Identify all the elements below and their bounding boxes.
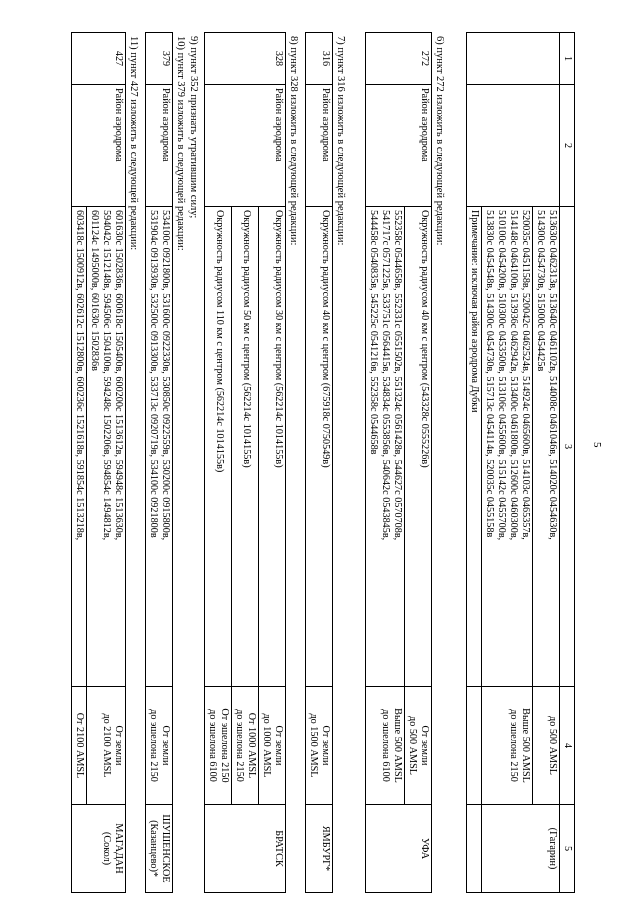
row-name: Район аэродрома	[306, 85, 333, 207]
altitude-cell: От эшелона 2150 до эшелона 6100	[205, 687, 232, 805]
section-heading: 10) пункт 379 изложить в следующей редакции:	[175, 36, 186, 251]
coord-line: 514300с 0454730в, 515000с 0454425в	[535, 210, 546, 372]
circle-cell: Окружность радиусом 40 км с центром (675918с 0750549в)	[306, 207, 333, 687]
table-316	[305, 32, 333, 893]
coords-cell	[146, 207, 173, 687]
table-row	[533, 33, 560, 893]
header-col4: 4	[560, 687, 575, 805]
header-col1: 1	[560, 33, 575, 85]
altitude-cell: От земли до 2100 AMSL	[87, 687, 126, 805]
airport-cell: ШУШЕНСКОЕ (Казанцево)*	[146, 805, 173, 893]
coord-line: 601124с 1495000в, 601630с 1502836в	[89, 210, 100, 371]
airport-cell: УФА	[366, 805, 432, 893]
airport-cell: МАГАДАН (Сокол)	[72, 805, 126, 893]
altitude-cell: От земли до 1000 AMSL	[259, 687, 286, 805]
table-272	[365, 32, 432, 893]
page-number: 5	[591, 442, 603, 448]
airport-cell: ЯМБУРГ*	[306, 805, 333, 893]
row-number: 379	[146, 33, 173, 85]
row-name: Район аэродрома	[146, 85, 173, 207]
section-heading: 8) пункт 328 изложить в следующей редакции:	[288, 36, 299, 246]
rotated-content	[15, 32, 603, 892]
coord-line: 520035с 0451158в, 520042с 0462524в, 514924с 0465600в, 514103с 0465357в,	[520, 210, 531, 540]
altitude-cell: От 1000 AMSL до эшелона 2150	[232, 687, 259, 805]
row-number: 272	[366, 33, 432, 85]
section-heading: 9) пункт 352 признать утратившим силу;	[188, 36, 199, 219]
header-col5: 5	[560, 805, 575, 893]
coord-line: 541717с 0571225в, 533751с 0564415в, 534834с 0553856в, 540642с 0543845в,	[380, 210, 391, 541]
altitude-cell: Выше 500 AMSL до эшелона 2150	[482, 687, 533, 805]
coord-line: 514148с 0464100в, 513936с 0462942в, 513400с 0461800в, 512600с 0460300в,	[508, 210, 519, 541]
altitude-cell: От земли до эшелона 2150	[146, 687, 173, 805]
row-name: Район аэродрома	[366, 85, 432, 207]
coord-line: 534100с 0921800в, 531600с 0922330в, 530850с 0922559в, 530200с 0915800в,	[160, 210, 171, 541]
altitude-cell: до 500 AMSL	[533, 687, 560, 805]
coords-cell: 603418с 1500912в, 602612с 1512800в, 600236с 1521618в, 591854с 1513218в,	[72, 207, 87, 687]
header-col3: 3	[560, 207, 575, 687]
header-row	[560, 33, 575, 893]
top-table	[466, 32, 575, 893]
row-number: 328	[205, 33, 286, 85]
coord-line: 531904с 0913930в, 532500с 0913300в, 533713с 0920719в, 534100с 0921800в	[148, 210, 159, 538]
circle-cell: Окружность радиусом 110 км с центром (562214с 1014155в)	[205, 207, 232, 687]
table-row	[87, 33, 126, 893]
coords-cell	[87, 207, 126, 687]
row-name: Район аэродрома	[72, 85, 126, 207]
coord-line: 513830с 0454548в, 514300с 0454730в, 515713с 0454114в, 520035с 0455158в	[484, 210, 495, 538]
circle-cell: Окружность радиусом 30 км с центром (562214с 1014155в)	[259, 207, 286, 687]
altitude-cell: От земли до 1500 AMSL	[306, 687, 333, 805]
airport-cell: (Гагарин)	[482, 805, 560, 893]
table-row	[259, 33, 286, 893]
coord-line: 594042с 1512148в, 594506с 1504100в, 594248с 1502206в, 594854с 1494812в,	[101, 210, 112, 541]
row-number: 316	[306, 33, 333, 85]
circle-cell: Окружность радиусом 40 км с центром (543328с 0555226в)	[405, 207, 432, 687]
table-328	[204, 32, 286, 893]
row-number: 427	[72, 33, 126, 85]
circle-cell: Окружность радиусом 50 км с центром (562214с 1014155в)	[232, 207, 259, 687]
altitude-cell: От земли до 500 AMSL	[405, 687, 432, 805]
airport-cell: БРАТСК	[205, 805, 286, 893]
section-heading: 11) пункт 427 изложить в следующей редакции:	[128, 36, 139, 251]
table-row	[146, 33, 173, 893]
section-heading: 7) пункт 316 изложить в следующей редакции:	[335, 36, 346, 246]
coords-cell	[482, 207, 533, 687]
note-cell: Примечание: исключая район аэродрома Дубки	[467, 207, 482, 687]
table-row	[405, 33, 432, 893]
row-name: Район аэродрома	[205, 85, 286, 207]
coord-line: 513630с 0462313в, 513640с 0461102в, 514008с 0461046в, 514020с 0454630в,	[547, 210, 558, 540]
altitude-cell: От 2100 AMSL	[72, 687, 87, 805]
coords-cell	[366, 207, 405, 687]
coord-line: 552358с 0544658в, 552331с 0551502в, 551324с 0561428в, 544627с 0570708в,	[392, 210, 403, 541]
coord-line: 601630с 1502836в, 600618с 1505400в, 600200с 1513612в, 594948с 1513630в,	[113, 210, 124, 541]
table-427	[71, 32, 126, 893]
table-379	[145, 32, 173, 893]
section-heading: 6) пункт 272 изложить в следующей редакции:	[434, 36, 445, 246]
coord-line: 510100с 0454200в, 510300с 0453500в, 513106с 0455600в, 515142с 0455700в,	[496, 210, 507, 541]
coords-cell	[533, 207, 560, 687]
altitude-cell: Выше 500 AMSL до эшелона 6100	[366, 687, 405, 805]
header-col2: 2	[560, 85, 575, 207]
table-row	[306, 33, 333, 893]
coord-line: 544458с 0540835в, 545225с 0541216в, 552358с 0544658в	[368, 210, 379, 455]
